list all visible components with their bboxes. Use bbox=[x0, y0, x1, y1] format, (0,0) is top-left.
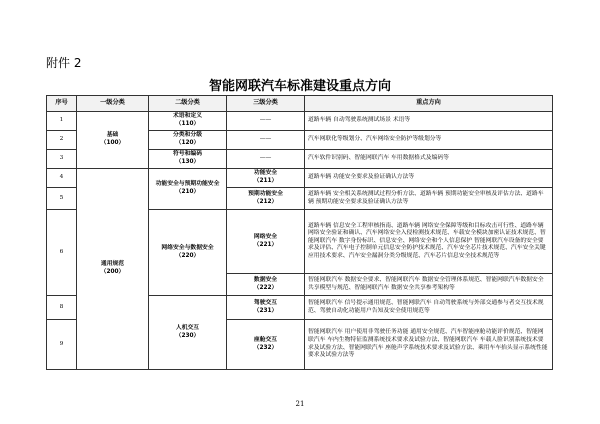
level3-cell bbox=[227, 131, 305, 150]
level2-code: （120） bbox=[175, 140, 200, 146]
level3-cell bbox=[227, 150, 305, 169]
direction-cell: 智能网联汽车 信号提示通用规范、智能网联汽车 自动驾驶系统与外部交通参与者交互技术规范、驾驶自动化功能用户告知及安全使用规范等 bbox=[305, 296, 553, 320]
level3-cell bbox=[227, 274, 305, 296]
level2-cell bbox=[149, 131, 227, 150]
level2-cell bbox=[149, 150, 227, 169]
level3-code: （222） bbox=[253, 284, 278, 291]
level1-label: 基础 bbox=[106, 132, 119, 139]
attachment-label: 附件 2 bbox=[46, 56, 82, 70]
level2-cell bbox=[149, 112, 227, 131]
row-index: 8 bbox=[47, 296, 77, 320]
level3-label: 座舱交互 bbox=[253, 336, 278, 343]
level2-code: （230） bbox=[175, 332, 200, 339]
level3-label: 预期功能安全 bbox=[248, 190, 283, 197]
level3-code: （211） bbox=[253, 178, 278, 184]
level2-cell bbox=[149, 169, 227, 210]
row-index: 6 bbox=[47, 210, 77, 296]
level2-label: 功能安全与预期功能安全 bbox=[155, 181, 220, 188]
page-number: 21 bbox=[295, 400, 305, 408]
level3-cell bbox=[227, 210, 305, 274]
level3-label: 功能安全 bbox=[253, 170, 278, 177]
table-row bbox=[47, 169, 553, 188]
header-index: 序号 bbox=[47, 96, 77, 112]
level2-label: 符号和编码 bbox=[173, 151, 202, 158]
level3-cell bbox=[227, 320, 305, 370]
level3-cell bbox=[227, 296, 305, 320]
level2-label: 术语和定义 bbox=[173, 113, 202, 120]
page-title: 智能网联汽车标准建设重点方向 bbox=[208, 79, 391, 94]
level2-label: 网络安全与数据安全 bbox=[161, 244, 214, 251]
level3-label: —— bbox=[259, 136, 272, 143]
level1-code: （100） bbox=[100, 140, 125, 146]
level3-label: —— bbox=[259, 117, 272, 124]
level3-label: —— bbox=[259, 155, 272, 162]
level3-cell bbox=[227, 112, 305, 131]
direction-cell: 智能网联汽车 用户使用非驾驶任务功能 通用安全规范、汽车智能座舱功能评价规范、智能网联汽车 车内生物特征监测系统技术要求及试验方法、智能网联汽车 车载人脸识别系统技术要求及试验方法、智能网联汽车 座舱声学系统技术要求及试验方法、乘用车车抬头显示系统性能要求及试验方法等 bbox=[305, 320, 553, 370]
level3-cell bbox=[227, 188, 305, 210]
level3-label: 驾驶交互 bbox=[253, 299, 278, 306]
direction-cell: 道路车辆 安全相关系统测试过程分析方法、道路车辆 预期功能安全审核及评估方法、道路车辆 预期功能安全要求及验证确认方法等 bbox=[305, 188, 553, 210]
level1-code: （200） bbox=[100, 269, 125, 275]
header-level3: 三级分类 bbox=[227, 96, 305, 112]
header-level2: 二级分类 bbox=[149, 96, 227, 112]
row-index: 3 bbox=[47, 150, 77, 169]
direction-cell: 智能网联汽车 数据安全要求、智能网联汽车 数据安全管理体系规范、智能网联汽车数据安全共享模型与规范、智能网联汽车 数据安全共享参考架构等 bbox=[305, 274, 553, 296]
direction-cell: 道路车辆 自动驾驶系统测试场景 术语等 bbox=[305, 112, 553, 131]
level3-code: （232） bbox=[253, 344, 278, 351]
level2-cell bbox=[149, 296, 227, 370]
level2-code: （220） bbox=[175, 252, 200, 259]
level2-label: 分类和分级 bbox=[173, 132, 202, 139]
level3-cell bbox=[227, 169, 305, 188]
row-index: 5 bbox=[47, 188, 77, 210]
level1-cell bbox=[77, 169, 149, 370]
level2-code: （110） bbox=[175, 121, 200, 127]
level3-code: （231） bbox=[253, 307, 278, 314]
level2-code: （130） bbox=[175, 159, 200, 165]
direction-cell: 道路车辆 信息安全工程审核指南、道路车辆 网络安全保障等级和目标攻击可行性、道路车辆 网络安全验证和确认、汽车网络安全入侵检测技术规范、车载安全模块加密认证技术规范、智能网联汽车 数字身份标识、信息安全、网络安全和个人信息保护 智能网联汽车设备的安全要求及评估、汽车电子控制单元信息安全防护技术规范、汽车安全芯片技术规范、汽车安全关键应用技术要求、汽车安全漏洞分类分级规范、汽车芯片信息安全技术规范等 bbox=[305, 210, 553, 274]
level3-label: 网络安全 bbox=[253, 233, 278, 240]
level2-cell bbox=[149, 210, 227, 296]
level3-code: （212） bbox=[253, 198, 278, 205]
level1-label: 通用规范 bbox=[100, 261, 125, 268]
direction-cell: 道路车辆 功能安全要求及验证确认方法等 bbox=[305, 169, 553, 188]
table-row bbox=[47, 112, 553, 131]
level1-cell bbox=[77, 112, 149, 169]
table-header-row bbox=[47, 96, 553, 112]
row-index: 1 bbox=[47, 112, 77, 131]
direction-cell: 汽车软件识别码、智能网联汽车 车用数据格式及编码等 bbox=[305, 150, 553, 169]
level2-label: 人机交互 bbox=[175, 324, 200, 331]
header-level1: 一级分类 bbox=[77, 96, 149, 112]
header-direction: 重点方向 bbox=[305, 96, 553, 112]
level3-code: （221） bbox=[253, 241, 278, 248]
level3-label: 数据安全 bbox=[253, 276, 278, 283]
direction-cell: 汽车网联化等级划分、汽车网络安全防护等级划分等 bbox=[305, 131, 553, 150]
row-index: 9 bbox=[47, 320, 77, 370]
row-index: 2 bbox=[47, 131, 77, 150]
standards-table bbox=[46, 95, 553, 370]
level2-code: （210） bbox=[175, 189, 200, 195]
row-index: 4 bbox=[47, 169, 77, 188]
